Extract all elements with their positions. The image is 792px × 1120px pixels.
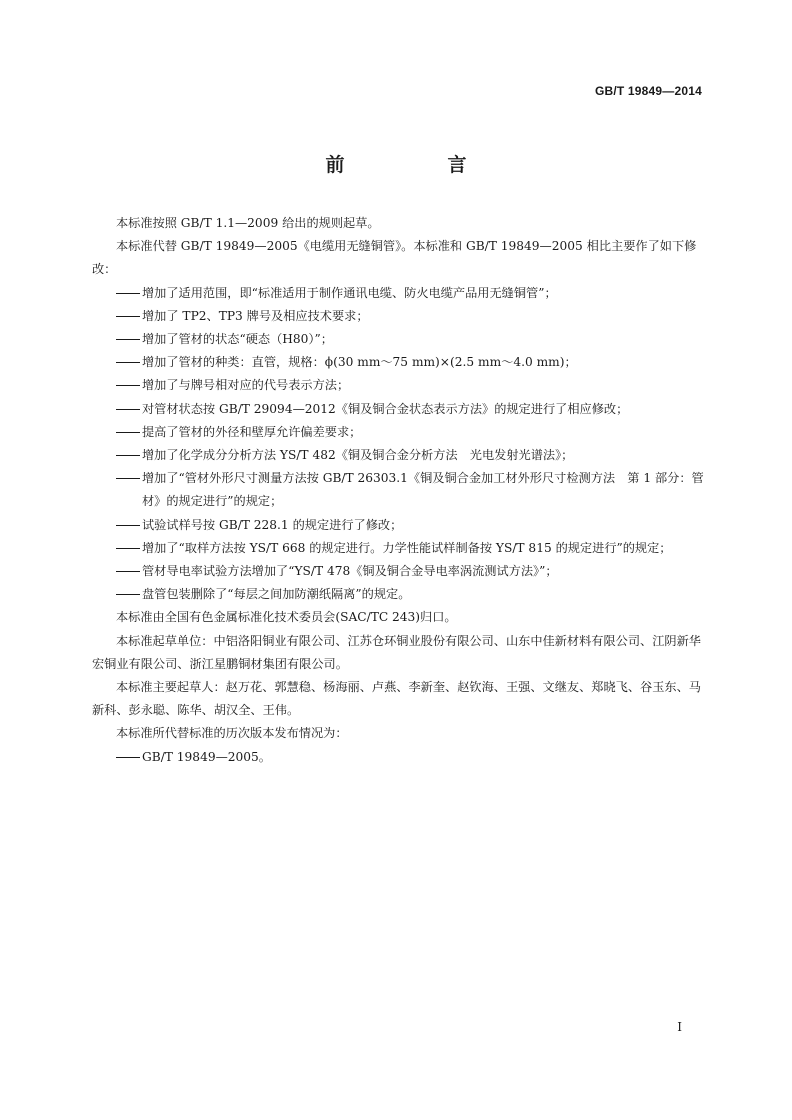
change-item: [92, 398, 704, 421]
dash-marker: [116, 351, 142, 374]
change-item: [92, 560, 704, 583]
dash-marker: [116, 746, 142, 769]
dash-marker: [116, 467, 142, 490]
dash-marker: [116, 537, 142, 560]
change-item: [92, 444, 704, 467]
change-item: [92, 514, 704, 537]
paragraph: 本标准主要起草人：赵万花、郭慧稳、杨海丽、卢燕、李新奎、赵钦海、王强、文继友、郑晓飞、谷玉东、马新科、彭永聪、陈华、胡汉全、王伟。: [92, 680, 701, 718]
change-item: [92, 305, 704, 328]
page-title: 前 言: [325, 154, 509, 176]
change-item: [92, 467, 704, 513]
paragraph: 本标准代替 GB/T 19849—2005《电缆用无缝铜管》。本标准和 GB/T 19849—2005 相比主要作了如下修改：: [92, 239, 697, 277]
dash-marker: [116, 421, 142, 444]
page-number: I: [677, 1020, 682, 1034]
change-item-text: 管材导电率试验方法增加了“YS/T 478《铜及铜合金导电率涡流测试方法》”；: [142, 564, 558, 579]
paragraph: 本标准起草单位：中铝洛阳铜业有限公司、江苏仓环铜业股份有限公司、山东中佳新材料有限公司、江阴新华宏铜业有限公司、浙江星鹏铜材集团有限公司。: [92, 633, 701, 671]
paragraph: 本标准由全国有色金属标准化技术委员会(SAC/TC 243)归口。: [116, 610, 457, 625]
dash-marker: [116, 514, 142, 537]
change-item-text: 提高了管材的外径和壁厚允许偏差要求；: [142, 424, 362, 439]
change-item: [92, 374, 704, 397]
dash-marker: [116, 398, 142, 421]
change-item-text: 增加了 TP2、TP3 牌号及相应技术要求；: [142, 308, 369, 323]
change-item-text: 对管材状态按 GB/T 29094—2012《铜及铜合金状态表示方法》的规定进行了相应修改；: [142, 401, 629, 416]
paragraph: 本标准所代替标准的历次版本发布情况为：: [116, 726, 348, 741]
change-item: [92, 328, 704, 351]
dash-marker: [116, 328, 142, 351]
dash-marker: [116, 560, 142, 583]
dash-marker: [116, 374, 142, 397]
change-item-text: 盘管包装删除了“每层之间加防潮纸隔离”的规定。: [142, 587, 411, 602]
change-item: [92, 537, 704, 560]
change-item: [92, 583, 704, 606]
change-list: [92, 282, 704, 607]
change-item: [92, 351, 704, 374]
dash-marker: [116, 282, 142, 305]
change-item-text: 增加了管材的种类：直管，规格：ϕ(30 mm～75 mm)×(2.5 mm～4.0 mm)；: [142, 355, 577, 370]
dash-marker: [116, 444, 142, 467]
change-item-text: 增加了与牌号相对应的代号表示方法；: [142, 378, 350, 393]
change-item-text: 增加了适用范围，即“标准适用于制作通讯电缆、防火电缆产品用无缝铜管”；: [142, 285, 557, 300]
dash-marker: [116, 305, 142, 328]
change-item-text: 增加了管材的状态“硬态（H80）”；: [142, 332, 333, 347]
change-item-text: 增加了化学成分分析方法 YS/T 482《铜及铜合金分析方法 光电发射光谱法》；: [142, 448, 574, 463]
history-item: [92, 746, 704, 769]
paragraph: 本标准按照 GB/T 1.1—2009 给出的规则起草。: [116, 216, 380, 230]
change-item: [92, 421, 704, 444]
document-body: [92, 212, 704, 769]
change-item-text: 增加了“管材外形尺寸测量方法按 GB/T 26303.1《铜及铜合金加工材外形尺寸检测方法 第 1 部分：管材》的规定进行”的规定；: [142, 471, 704, 509]
history-list: [92, 746, 704, 769]
change-item-text: 试验试样号按 GB/T 228.1 的规定进行了修改；: [142, 517, 403, 532]
standard-code: GB/T 19849—2014: [594, 84, 702, 98]
dash-marker: [116, 583, 142, 606]
history-item-text: GB/T 19849—2005。: [142, 749, 271, 764]
change-item-text: 增加了“取样方法按 YS/T 668 的规定进行。力学性能试样制备按 YS/T 815 的规定进行”的规定；: [142, 540, 672, 555]
change-item: [92, 282, 704, 305]
